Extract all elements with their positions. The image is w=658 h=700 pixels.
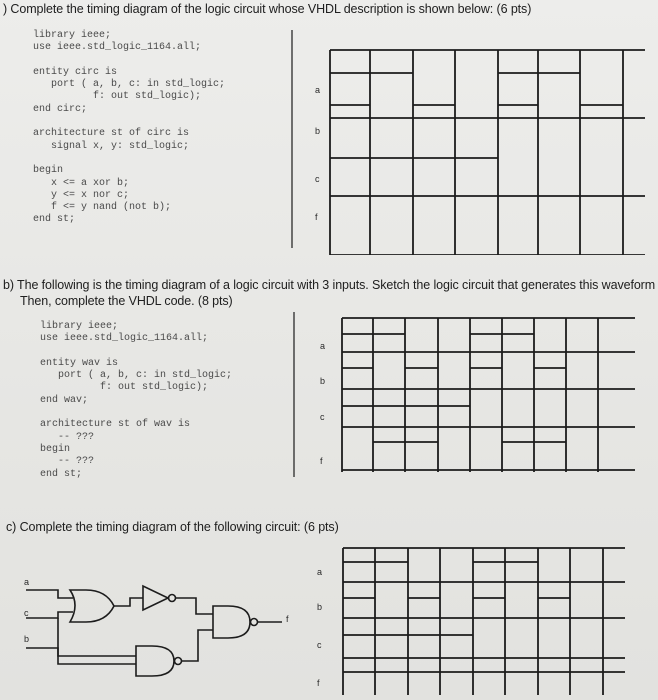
section-a-heading: ) Complete the timing diagram of the logic circuit whose VHDL description is shown below: (6 pts) <box>3 2 532 16</box>
signal-label-b: b <box>317 602 323 612</box>
code-line: y <= x nor c; <box>33 189 130 201</box>
code-line: end st; <box>33 214 76 226</box>
code-line: port ( a, b, c: in std_logic; <box>40 370 233 382</box>
circuit-input-c: c <box>24 608 29 618</box>
code-line: end wav; <box>40 394 89 406</box>
timing-diagram-a <box>290 30 655 255</box>
code-line: end circ; <box>33 103 88 115</box>
code-line: f <= y nand (not b); <box>33 202 172 214</box>
timing-diagram-c <box>295 540 655 698</box>
section-b-vhdl-code <box>40 321 232 481</box>
code-line: port ( a, b, c: in std_logic; <box>33 79 226 91</box>
code-line: use ieee.std_logic_1164.all; <box>40 333 209 345</box>
section-b-heading-line2: Then, complete the VHDL code. (8 pts) <box>20 294 233 308</box>
code-line: signal x, y: std_logic; <box>33 140 190 152</box>
code-line: f: out std_logic); <box>33 91 202 103</box>
code-line: library ieee; <box>40 321 119 332</box>
code-line: architecture st of wav is <box>40 419 191 431</box>
section-b-heading: b) The following is the timing diagram of a logic circuit with 3 inputs. Sketch the logic circuit that generates this waveform <box>3 278 656 292</box>
timing-diagram-b <box>290 312 655 482</box>
code-line: entity circ is <box>33 66 118 78</box>
circuit-input-a: a <box>24 577 30 587</box>
code-line: -- ??? <box>40 456 95 468</box>
code-line: f: out std_logic); <box>40 382 209 394</box>
signal-label-c: c <box>315 174 320 184</box>
code-line: use ieee.std_logic_1164.all; <box>33 42 202 54</box>
and-gate <box>213 606 250 638</box>
code-line: x <= a xor b; <box>33 177 130 189</box>
nand-gate <box>136 646 174 676</box>
signal-label-f: f <box>315 212 318 222</box>
code-line: entity wav is <box>40 357 119 369</box>
signal-label-b: b <box>320 376 326 386</box>
signal-label-c: c <box>317 640 322 650</box>
code-line: end st; <box>40 468 83 480</box>
section-a-vhdl-code <box>33 30 225 227</box>
signal-label-c: c <box>320 412 325 422</box>
circuit-output-f: f <box>286 614 289 624</box>
not-gate <box>143 586 168 610</box>
signal-label-f: f <box>317 678 320 688</box>
code-line: begin <box>33 165 64 177</box>
or-gate <box>70 590 114 622</box>
signal-label-f: f <box>320 456 323 466</box>
section-c-heading: c) Complete the timing diagram of the following circuit: (6 pts) <box>6 520 339 534</box>
code-line: begin <box>40 443 71 455</box>
signal-label-a: a <box>320 341 326 351</box>
code-line: -- ??? <box>40 431 95 443</box>
signal-label-b: b <box>315 126 321 136</box>
signal-label-a: a <box>317 567 323 577</box>
circuit-input-b: b <box>24 634 30 644</box>
code-line: architecture st of circ is <box>33 128 190 140</box>
signal-label-a: a <box>315 85 321 95</box>
logic-circuit-c <box>18 560 303 695</box>
code-line: library ieee; <box>33 30 112 41</box>
